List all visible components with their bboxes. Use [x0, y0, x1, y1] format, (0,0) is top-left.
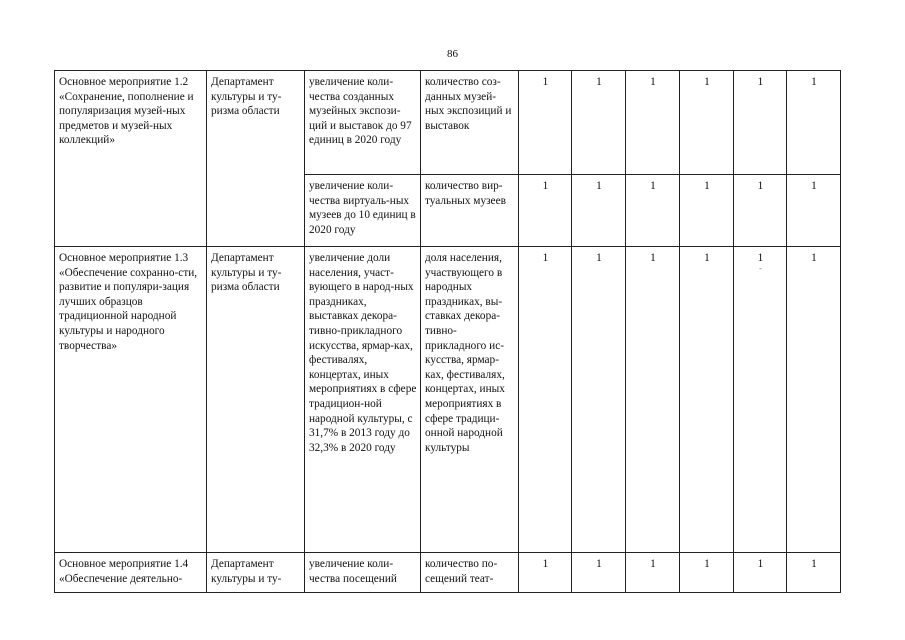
- value-cell: 1: [519, 175, 572, 247]
- goal-cell: увеличение коли-чества посещений: [305, 553, 421, 593]
- value-cell: 1: [572, 175, 626, 247]
- value-cell: 1: [519, 553, 572, 593]
- value-cell: 1: [787, 247, 841, 553]
- value-cell: 1: [519, 71, 572, 175]
- table-row: [55, 71, 841, 175]
- value-cell: 1: [626, 71, 680, 175]
- table-row: [55, 553, 841, 593]
- value-cell: 1: [680, 247, 734, 553]
- value-cell: 1: [572, 553, 626, 593]
- activity-cell: Основное мероприятие 1.2 «Сохранение, пополнение и популяризация музей-ных предметов и музей-ных коллекций»: [55, 71, 207, 247]
- value-cell: 1: [734, 553, 787, 593]
- value-cell: [734, 247, 787, 553]
- value-cell: 1: [626, 175, 680, 247]
- page-number: 86: [447, 48, 458, 60]
- indicator-cell: количество по-сещений теат-: [421, 553, 519, 593]
- value-cell: 1: [787, 175, 841, 247]
- value-cell: 1: [734, 175, 787, 247]
- value-cell: 1: [572, 71, 626, 175]
- goal-cell: увеличение доли населения, участ-вующего в народ-ных праздниках, выставках декора-тивно-прикладного искусства, ярмар-ках, фестивалях, концертах, иных мероприятиях в сфере традицион-ной народной культуры, с 31,7% в 2013 году до 32,3% в 2020 году: [305, 247, 421, 553]
- stray-mark: -: [759, 263, 762, 273]
- table-row: [55, 247, 841, 553]
- executor-cell: Департамент культуры и ту-: [207, 553, 305, 593]
- value-cell: 1: [626, 247, 680, 553]
- value-cell: 1: [572, 247, 626, 553]
- indicator-cell: количество вир-туальных музеев: [421, 175, 519, 247]
- program-activities-table: [54, 70, 841, 593]
- activity-cell: Основное мероприятие 1.3 «Обеспечение сохранно-сти, развитие и популяри-зация лучших образцов традиционной народной культуры и народного творчества»: [55, 247, 207, 553]
- indicator-cell: доля населения, участвующего в народных праздниках, вы-ставках декора-тивно-прикладного ис-кусства, ярмар-ках, фестивалях, концертах, иных мероприятиях в сфере традици-онной народной культуры: [421, 247, 519, 553]
- value-cell: 1: [734, 71, 787, 175]
- executor-cell: Департамент культуры и ту-ризма области: [207, 71, 305, 247]
- goal-cell: увеличение коли-чества виртуаль-ных музеев до 10 единиц в 2020 году: [305, 175, 421, 247]
- value-cell: 1: [680, 175, 734, 247]
- value-cell: 1: [680, 553, 734, 593]
- goal-cell: увеличение коли-чества созданных музейных экспози-ций и выставок до 97 единиц в 2020 году: [305, 71, 421, 175]
- value-cell: 1: [680, 71, 734, 175]
- executor-cell: Департамент культуры и ту-ризма области: [207, 247, 305, 553]
- value-cell: 1: [519, 247, 572, 553]
- activity-cell: Основное мероприятие 1.4 «Обеспечение деятельно-: [55, 553, 207, 593]
- indicator-cell: количество соз-данных музей-ных экспозиций и выставок: [421, 71, 519, 175]
- value-cell: 1: [787, 553, 841, 593]
- value-cell: 1: [787, 71, 841, 175]
- value-cell: 1: [626, 553, 680, 593]
- value-text: 1: [757, 252, 764, 264]
